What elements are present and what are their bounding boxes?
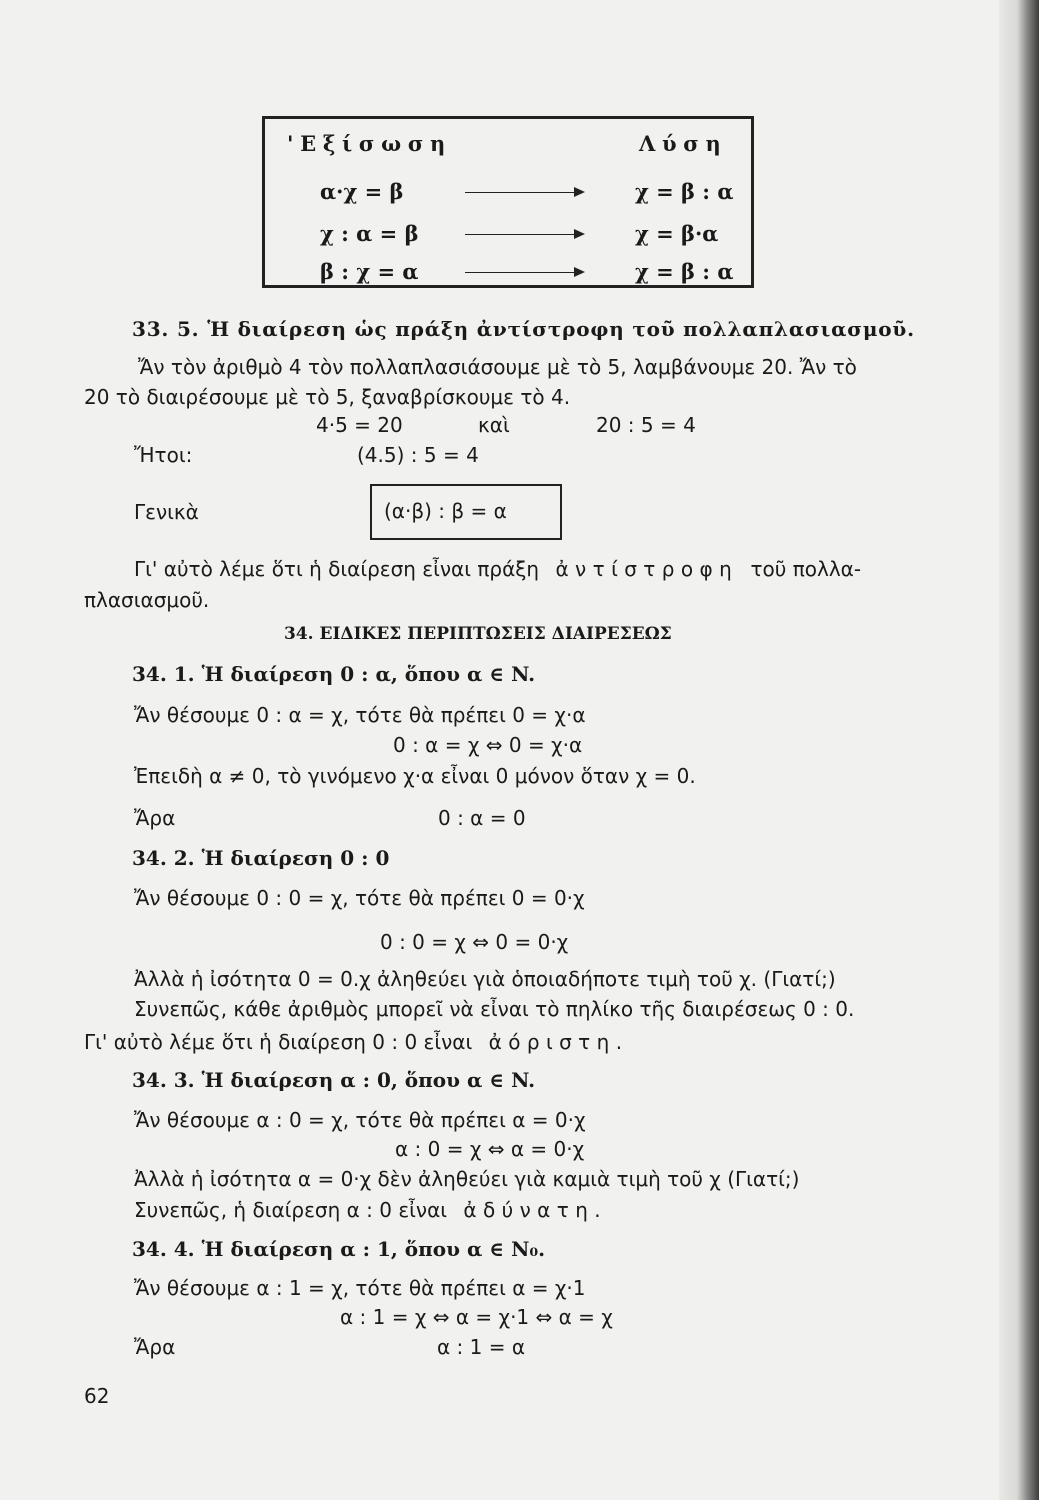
page-edge-shadow <box>999 0 1039 1500</box>
text-span: Συνεπῶς, ἡ διαίρεση α : 0 εἶναι <box>134 1198 448 1222</box>
case-34-2-heading: 34. 2. Ἡ διαίρεση 0 : 0 <box>132 846 390 870</box>
page-number: 62 <box>84 1384 110 1408</box>
arrow-icon <box>465 192 583 193</box>
arrow-icon <box>465 272 583 273</box>
emphasis-text: ἀόριστη. <box>488 1030 629 1054</box>
text-span: Γι' αὐτὸ λέμε ὅτι ἡ διαίρεση 0 : 0 εἶναι <box>84 1030 473 1054</box>
header-equation: 'Εξίσωση <box>287 131 453 156</box>
row2-solution: χ = β·α <box>635 221 719 246</box>
paragraph-line: Ἄν θέσουμε α : 1 = χ, τότε θὰ πρέπει α = χ·1 <box>134 1276 586 1300</box>
case-34-3-heading: 34. 3. Ἡ διαίρεση α : 0, ὅπου α ∈ N. <box>132 1068 536 1092</box>
row2-equation: χ : α = β <box>320 221 419 246</box>
row3-solution: χ = β : α <box>635 259 734 284</box>
ara-label: Ἄρα <box>134 806 176 830</box>
emphasis-text: ἀντίστροφη <box>555 557 739 581</box>
paragraph-line: Ἄν θέσουμε 0 : 0 = χ, τότε θὰ πρέπει 0 = 0·χ <box>134 886 585 910</box>
result: α : 1 = α <box>437 1335 526 1359</box>
paragraph-line <box>84 1030 628 1054</box>
section-34-title: 34. ΕΙΔΙΚΕΣ ΠΕΡΙΠΤΩΣΕΙΣ ΔΙΑΙΡΕΣΕΩΣ <box>284 624 672 644</box>
header-solution: Λύση <box>639 131 728 156</box>
paragraph-line: πλασιασμοῦ. <box>84 588 210 612</box>
paragraph-line <box>134 1198 607 1222</box>
paragraph-line: Ἀλλὰ ἡ ἰσότητα 0 = 0.χ ἀληθεύει γιὰ ὁποιαδήποτε τιμὴ τοῦ χ. (Γιατί;) <box>134 967 836 991</box>
case-34-4-heading: 34. 4. Ἡ διαίρεση α : 1, ὅπου α ∈ N₀. <box>132 1237 546 1261</box>
section-33-5-heading: 33. 5. Ἡ διαίρεση ὡς πράξη ἀντίστροφη τοῦ πολλαπλασιασμοῦ. <box>132 317 915 341</box>
genika-label: Γενικὰ <box>134 500 199 524</box>
equation: 20 : 5 = 4 <box>596 413 696 437</box>
paragraph-line: Ἄν θέσουμε 0 : α = χ, τότε θὰ πρέπει 0 = χ·α <box>134 703 586 727</box>
row1-solution: χ = β : α <box>635 179 734 204</box>
paragraph-line: Ἐπειδὴ α ≠ 0, τὸ γινόμενο χ·α εἶναι 0 μόνον ὅταν χ = 0. <box>134 764 696 788</box>
row1-equation: α·χ = β <box>320 179 404 204</box>
paragraph-line: Συνεπῶς, κάθε ἀριθμὸς μπορεῖ νὰ εἶναι τὸ πηλίκο τῆς διαιρέσεως 0 : 0. <box>134 997 855 1021</box>
row3-equation: β : χ = α <box>320 259 419 284</box>
paragraph-line: 20 τὸ διαιρέσουμε μὲ τὸ 5, ξαναβρίσκουμε τὸ 4. <box>84 385 571 409</box>
equation: (4.5) : 5 = 4 <box>357 443 479 467</box>
equation: 0 : α = χ ⇔ 0 = χ·α <box>393 733 583 757</box>
conjunction: καὶ <box>478 413 510 437</box>
case-34-1-heading: 34. 1. Ἡ διαίρεση 0 : α, ὅπου α ∈ N. <box>132 662 536 686</box>
paragraph-line: Ἀλλὰ ἡ ἰσότητα α = 0·χ δὲν ἀληθεύει γιὰ καμιὰ τιμὴ τοῦ χ (Γιατί;) <box>134 1167 800 1191</box>
arrow-icon <box>465 234 583 235</box>
equation-solution-table <box>262 116 754 288</box>
itoi-label: Ἤτοι: <box>134 443 193 467</box>
result: 0 : α = 0 <box>438 806 526 830</box>
emphasis-text: ἀδύνατη. <box>463 1198 608 1222</box>
equation: α : 1 = χ ⇔ α = χ·1 ⇔ α = χ <box>340 1305 613 1329</box>
text-span: Γι' αὐτὸ λέμε ὅτι ἡ διαίρεση εἶναι πράξη <box>134 557 540 581</box>
paragraph-line: Ἄν τὸν ἀριθμὸ 4 τὸν πολλαπλασιάσουμε μὲ τὸ 5, λαμβάνουμε 20. Ἄν τὸ <box>138 355 857 379</box>
ara-label: Ἄρα <box>134 1335 176 1359</box>
paragraph-line <box>134 557 861 581</box>
general-formula: (α·β) : β = α <box>384 499 507 523</box>
equation: 4·5 = 20 <box>316 413 403 437</box>
equation: 0 : 0 = χ ⇔ 0 = 0·χ <box>380 930 569 954</box>
paragraph-line: Ἄν θέσουμε α : 0 = χ, τότε θὰ πρέπει α = 0·χ <box>134 1108 586 1132</box>
text-span: τοῦ πολλα- <box>750 557 862 581</box>
equation: α : 0 = χ ⇔ α = 0·χ <box>395 1137 585 1161</box>
